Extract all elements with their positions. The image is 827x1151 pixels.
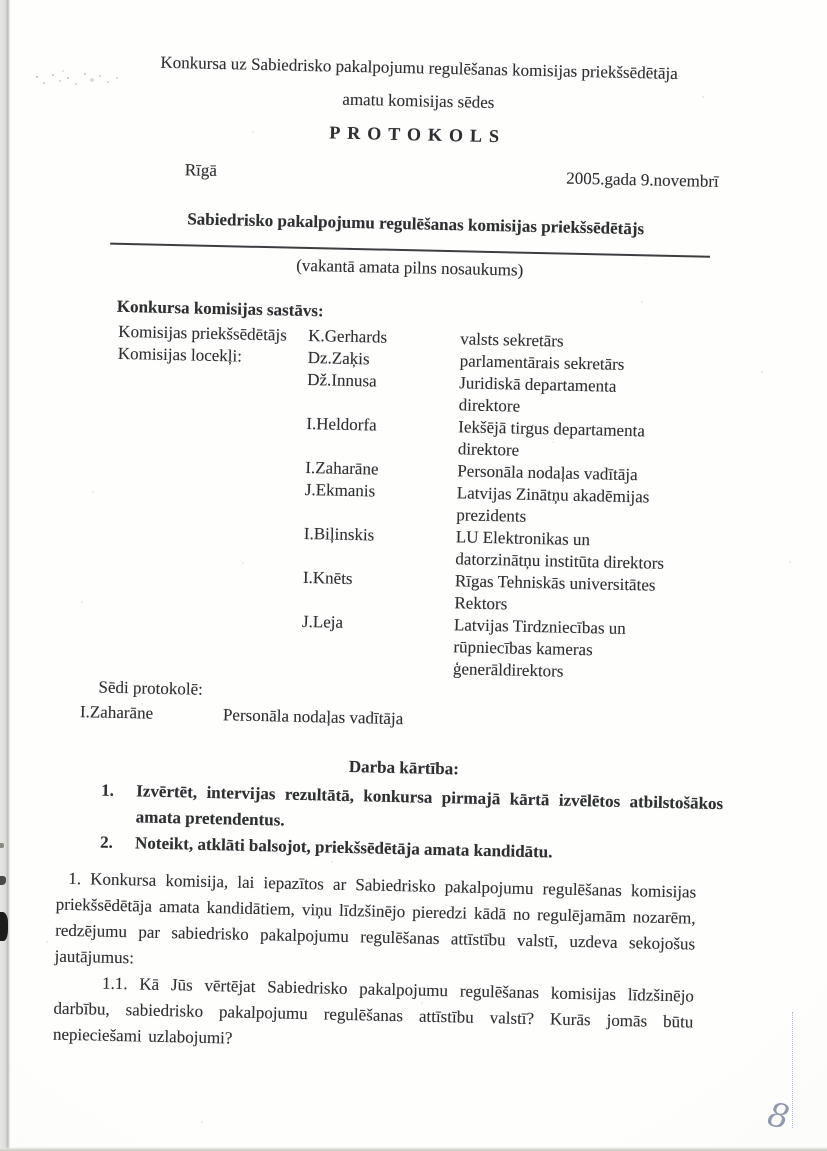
agenda-heading: Darba kārtība:: [348, 756, 460, 779]
body-paragraph-1: 1. Konkursa komisija, lai iepazītos ar Sabiedrisko pakalpojumu regulēšanas komisijas priekšsēdētāja amata kandidātiem, viņu līdzšinējo pieredzi kādā no regulējamām nozarēm, redzējumu par sabiedrisko pakalpojumu regulēšanas attīstību valstī, uzdeva sekojošus jautājumus:: [54, 868, 697, 968]
body-paragraph-1-1: 1.1. Kā Jūs vērtējat Sabiedrisko pakalpojumu regulēšanas komisijas līdzšinējo darbību, sabiedrisko pakalpojumu regulēšanas attīstību valstī? Kurās jomās būtu nepieciešami uzlabojumi?: [52, 973, 695, 1048]
commission-member-list: [53, 320, 767, 687]
agenda-item-text: Noteikt, atklāti balsojot, priekšsēdētāja amata kandidātu.: [134, 833, 553, 862]
place-date-line: [64, 156, 770, 195]
member-name: I.Heldorfa: [306, 413, 377, 435]
member-name: K.Gerhards: [308, 325, 388, 347]
member-role: Personāla nodaļas vadītāja: [457, 461, 638, 485]
member-role: LU Elektronikas un datorzinātņu institūta direktors: [455, 527, 665, 573]
agenda-item-text: Izvērtēt, intervijas rezultātā, konkursa pirmajā kārtā izvēlētos atbilstošākos amata pretendentus.: [135, 781, 724, 830]
scan-fold-line: [792, 1012, 793, 1128]
member-name: Dz.Zaķis: [307, 347, 370, 369]
document-title-line2: amatu komisijas sēdes: [342, 89, 495, 112]
handwritten-page-number: 8: [764, 1093, 793, 1138]
agenda-item-number: 2.: [99, 832, 114, 852]
scan-noise: [0, 0, 2, 2]
position-caption: (vakantā amata pilns nosaukums): [296, 255, 524, 280]
recorder-name: I.Zaharāne: [79, 702, 154, 723]
member-role: Juridiskā departamenta direktore: [458, 373, 617, 416]
member-role: Rīgas Tehniskās universitātes Rektors: [454, 571, 656, 614]
place-label: Rīgā: [184, 160, 218, 180]
member-name: I.Knēts: [302, 567, 353, 589]
member-role: parlamentārais sekretārs: [459, 351, 625, 374]
member-name: I.Biļinskis: [303, 523, 375, 545]
member-role: Iekšējā tirgus departamenta direktore: [457, 417, 646, 460]
scan-edge-mark: [0, 912, 8, 941]
member-name: Dž.Innusa: [307, 369, 377, 391]
member-role: Latvijas Zinātņu akadēmijas prezidents: [456, 483, 650, 526]
scan-edge-mark: [0, 843, 4, 848]
member-role: Latvijas Tirdzniecības un rūpniecības kameras ģenerāldirektors: [452, 615, 627, 681]
recorder-heading: Sēdi protokolē:: [98, 677, 204, 699]
scan-bottom-edge: [0, 1147, 827, 1151]
scan-left-edge: [0, 0, 11, 1151]
commission-row: [53, 606, 760, 687]
members-label: Komisijas locekļi:: [117, 343, 243, 366]
document-content: [45, 41, 773, 1063]
document-type-heading: PROTOKOLS: [329, 122, 507, 147]
date-label: 2005.gada 9.novembrī: [566, 168, 719, 191]
commission-heading: Konkursa komisijas sastāvs:: [116, 296, 324, 321]
member-name: I.Zaharāne: [305, 457, 379, 479]
vacant-position-title: Sabiedrisko pakalpojumu regulēšanas komisijas priekšsēdētājs: [187, 209, 645, 239]
member-name: J.Ekmanis: [304, 479, 376, 501]
member-name: J.Leja: [301, 611, 344, 632]
chair-label: Komisijas priekšsēdētājs: [118, 321, 288, 345]
document-title-line1: Konkursa uz Sabiedrisko pakalpojumu regulēšanas komisijas priekšsēdētāja: [160, 52, 678, 83]
recorder-role: Personāla nodaļas vadītāja: [222, 705, 404, 729]
agenda-item-number: 1.: [101, 780, 115, 800]
member-role: valsts sekretārs: [460, 329, 564, 351]
